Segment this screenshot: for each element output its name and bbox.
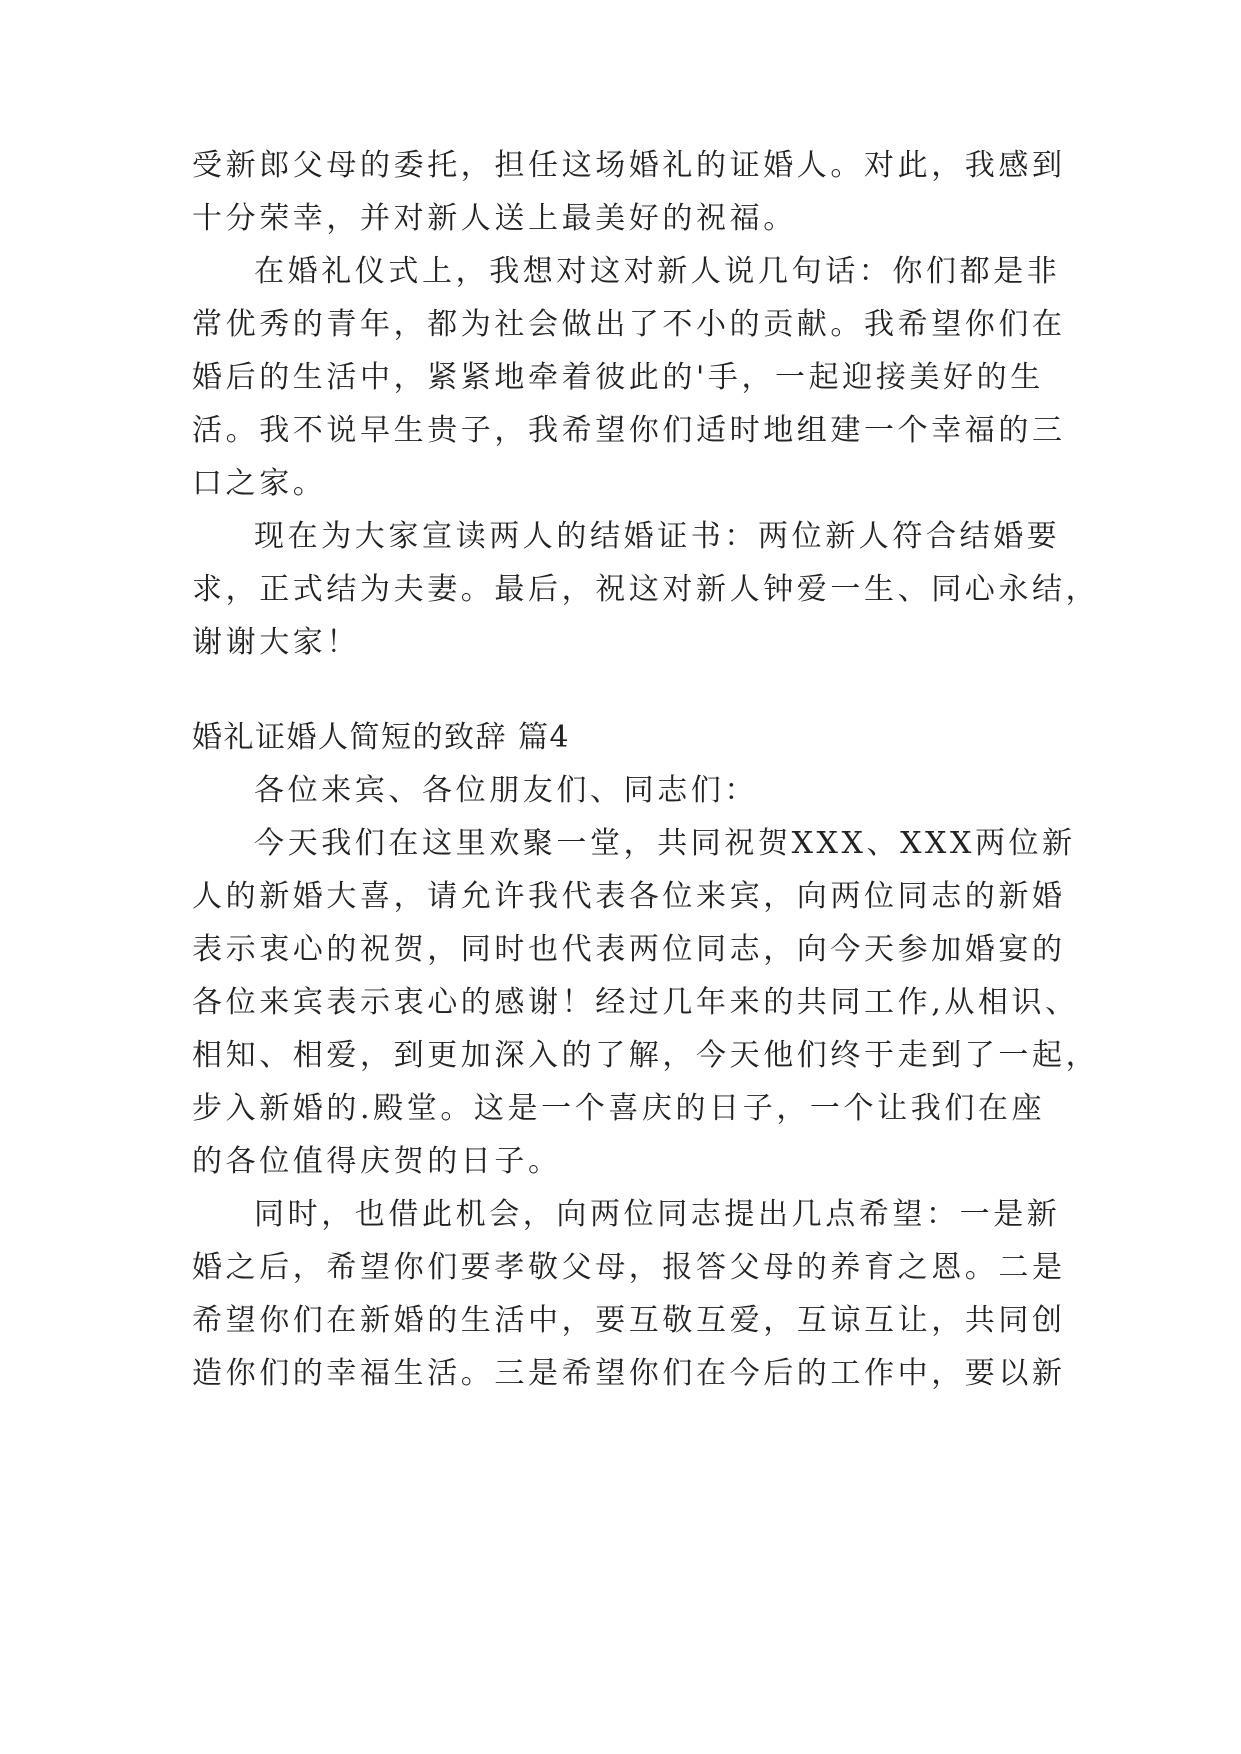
paragraph-start: 在婚礼仪式上，我想对这对新人说几句话：你们都是非 [254,254,1061,289]
text-line: 谢谢大家！ [192,625,360,660]
text-line: 婚后的生活中，紧紧地牵着彼此的'手，一起迎接美好的生 [192,360,1044,395]
text-line: 的各位值得庆贺的日子。 [192,1144,562,1179]
text-line: 口之家。 [192,466,327,501]
salutation: 各位来宾、各位朋友们、同志们： [254,773,758,808]
paragraph-start: 今天我们在这里欢聚一堂，共同祝贺XXX、XXX两位新 [254,826,1076,861]
paragraph-start: 现在为大家宣读两人的结婚证书：两位新人符合结婚要 [254,519,1061,554]
paragraph-start: 同时，也借此机会，向两位同志提出几点希望：一是新 [254,1197,1061,1232]
text-line: 求，正式结为夫妻。最后，祝这对新人钟爱一生、同心永结， [192,572,1100,607]
text-line: 婚之后，希望你们要孝敬父母，报答父母的养育之恩。二是 [192,1250,1066,1285]
text-line: 受新郎父母的委托，担任这场婚礼的证婚人。对此，我感到 [192,148,1066,183]
text-line: 步入新婚的.殿堂。这是一个喜庆的日子，一个让我们在座 [192,1091,1046,1126]
text-line: 人的新婚大喜，请允许我代表各位来宾，向两位同志的新婚 [192,879,1066,914]
text-line: 十分荣幸，并对新人送上最美好的祝福。 [192,201,797,236]
text-line: 活。我不说早生贵子，我希望你们适时地组建一个幸福的三 [192,413,1066,448]
text-line: 表示衷心的祝贺，同时也代表两位同志，向今天参加婚宴的 [192,932,1066,967]
section-heading: 婚礼证婚人简短的致辞 篇4 [192,720,571,755]
text-line: 相知、相爱，到更加深入的了解，今天他们终于走到了一起， [192,1038,1100,1073]
text-line: 常优秀的青年，都为社会做出了不小的贡献。我希望你们在 [192,307,1066,342]
text-line: 造你们的幸福生活。三是希望你们在今后的工作中，要以新 [192,1356,1066,1391]
text-line: 希望你们在新婚的生活中，要互敬互爱，互谅互让，共同创 [192,1303,1066,1338]
text-line: 各位来宾表示衷心的感谢！经过几年来的共同工作,从相识、 [192,985,1079,1020]
